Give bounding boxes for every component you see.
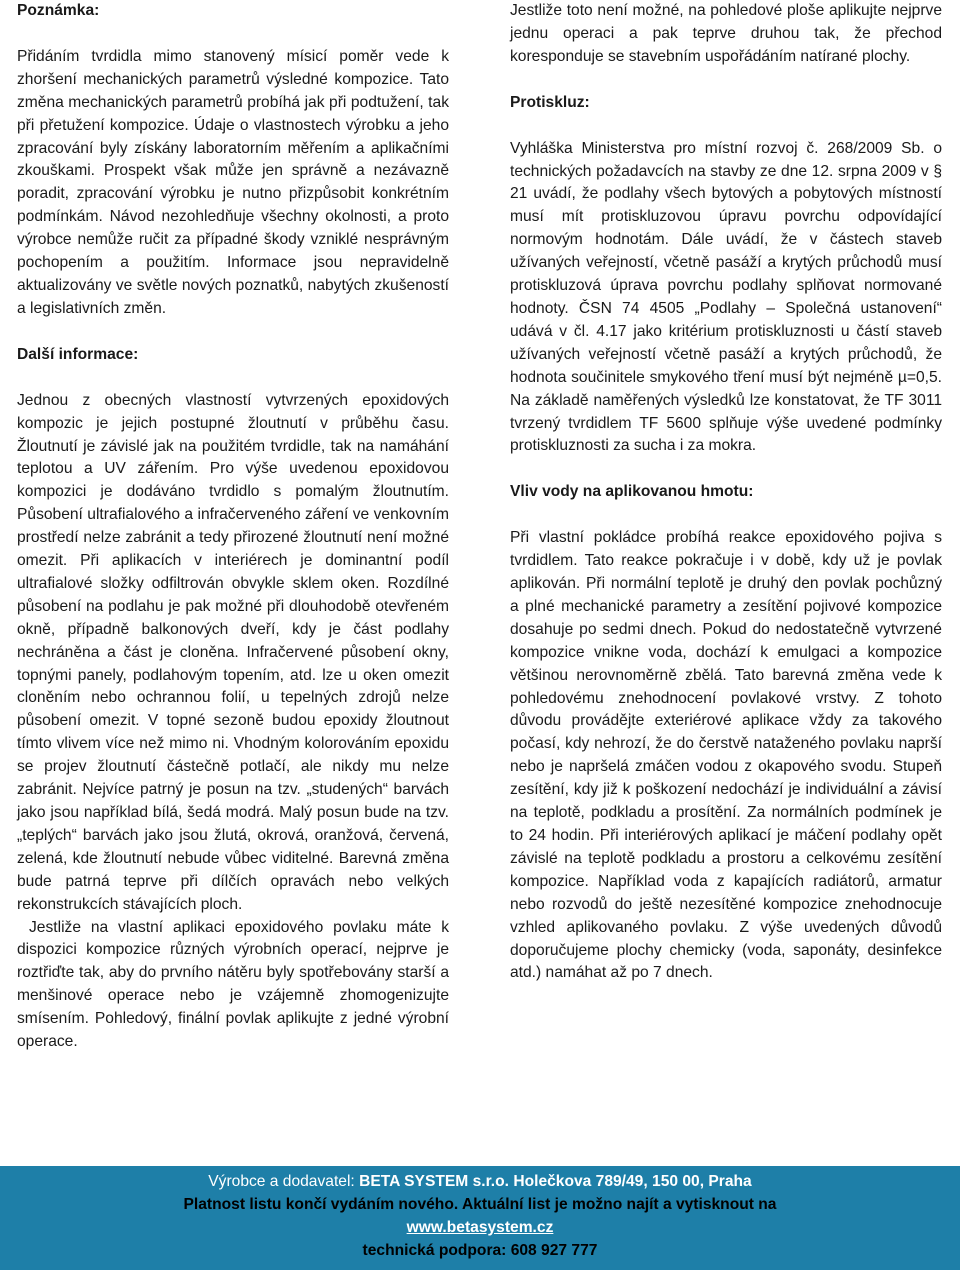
more-info-paragraph: Jednou z obecných vlastností vytvrzených epoxidových kompozic je jejich postupné žloutnutí v průběhu času. Žloutnutí je závislé jak na použitém tvrdidle, tak na namáhání teplotou a UV zářením. Pro výše uvedenou epoxidovou kompozici je dodáváno tvrdidlo s pomalým žloutnutím. Působení ultrafialového a infračerveného záření ve venkovním prostředí nelze zabránit a tedy přirozené žloutnutí není možné omezit. Při aplikacích v interiérech je dominantní podíl ultrafialové složky odfiltrován obvykle sklem oken. Rozdílné působení na podlahu je pak možné při dlouhodobě otevřeném okně, případně balkonových dveří, kdy je část podlahy nechráněna a část je cloněna. Infračervené působení okny, topnými panely, podlahovým topením, atd. lze u oken omezit cloněním nebo ochrannou folií, u tepelných zdrojů nelze působení omezit. V topné sezoně budou epoxidy žloutnout tímto vlivem více než mimo ni. Vhodným kolorováním epoxidu se projev žloutnutí částečně potlačí, ale nikdy mu nelze zabránit. Nejvíce patrný je posun na tzv. „studených“ barvách jako jsou například bílá, šedá modrá. Malý posun bude na tzv. „teplých“ barvách jako jsou žlutá, okrová, oranžová, červená, zelená, kde žloutnutí nebude vůbec viditelné. Barevná změna bude patrná teprve při dílčích opravách nebo velkých rekonstrukcích stávajících ploch. xyxy=(17,391,449,913)
footer-producer-name: BETA SYSTEM s.r.o. Holečkova 789/49, 150 00, Praha xyxy=(359,1173,752,1190)
right-column xyxy=(510,0,942,985)
antislip-paragraph: Vyhláška Ministerstva pro místní rozvoj č. 268/2009 Sb. o technických požadavcích na stavby ze dne 12. srpna 2009 v § 21 uvádí, že podlahy všech bytových a pobytových místností musí mít protiskluzovou úpravu povrchu odpovídající normovým hodnotám. Dále uvádí, že v částech staveb užívaných veřejností, včetně pasáží a krytých průchodů musí protiskluzová úprava povrchu podlahy splňovat normované hodnoty. ČSN 74 4505 „Podlahy – Společná ustanovení“ udává v čl. 4.17 jako kritérium protiskluznosti u částí staveb užívaných veřejností včetně pasáží a krytých průchodů, že hodnota součinitele smykového tření musí být nejméně µ=0,5. Na základě naměřených výsledků lze konstatovat, že TF 3011 tvrzený tvrdidlem TF 5600 splňuje výše uvedené podmínky protiskluznosti za sucha i za mokra. xyxy=(510,139,942,455)
antislip-heading: Protiskluz: xyxy=(510,93,590,111)
left-column xyxy=(17,0,449,1054)
footer-support: technická podpora: 608 927 777 xyxy=(362,1242,598,1259)
footer-website-link[interactable]: www.betasystem.cz xyxy=(406,1219,554,1236)
intro-paragraph: Jestliže toto není možné, na pohledové ploše aplikujte nejprve jednu operaci a pak teprve druhou tak, že přechod koresponduje se stavebním uspořádáním natírané plochy. xyxy=(510,2,942,65)
footer-producer-line xyxy=(0,1170,960,1193)
more-info-paragraph-2: Jestliže na vlastní aplikaci epoxidového povlaku máte k dispozici kompozice různých výrobních operací, nejprve je roztřiďte tak, aby do prvního nátěru byly spotřebovány starší a menšinové operace nebo je vzájemně zhomogenizujte smísením. Pohledový, finální povlak aplikujte z jedné výrobní operace. xyxy=(17,918,449,1051)
water-heading: Vliv vody na aplikovanou hmotu: xyxy=(510,483,754,501)
footer-validity: Platnost listu končí vydáním nového. Aktuální list je možno najít a vytisknout na xyxy=(183,1196,777,1213)
note-heading: Poznámka: xyxy=(17,2,100,19)
footer-bar xyxy=(0,1166,960,1270)
more-info-heading: Další informace: xyxy=(17,345,139,363)
footer-producer-prefix: Výrobce a dodavatel: xyxy=(208,1173,360,1190)
note-paragraph: Přidáním tvrdidla mimo stanovený mísicí poměr vede k zhoršení mechanických parametrů výsledné kompozice. Tato změna mechanických parametrů probíhá jak při podtužení, tak při přetužení kompozice. Údaje o vlastnostech výrobku a jeho zpracování byly získány laboratorním měřením a aplikačními zkouškami. Prospekt však může jen správně a nezávazně poradit, zpracování výrobku je nutno přizpůsobit konkrétním podmínkám. Návod nezohledňuje všechny okolnosti, a proto výrobce nemůže ručit za případné škody vzniklé nesprávným pochopením a použitím. Informace jsou nepravidelně aktualizovány ve světle nových poznatků, nabytých zkušeností a legislativních změn. xyxy=(17,47,449,317)
water-paragraph: Při vlastní pokládce probíhá reakce epoxidového pojiva s tvrdidlem. Tato reakce pokračuje i v době, kdy už je povlak aplikován. Při normální teplotě je druhý den povlak pochůzný a plné mechanické parametry a zesítění pojivové kompozice dosahuje po sedmi dnech. Pokud do nedostatečně vytvrzené kompozice vnikne voda, dochází k emulgaci a kompozice většinou nerovnoměrně zbělá. Tato barevná změna vede k pohledovému znehodnocení povlakové vrstvy. Z tohoto důvodu provádějte exteriérové aplikace vždy za takového počasí, kdy nehrozí, že do čerstvě nataženého povlaku naprší nebo je napršelá zmáčen vodou z okapového svodu. Stupeň zesítění, kdy již k poškození nedochází je individuální a závisí na teplotě, podkladu a prosítění. Za normálních podmínek je to 24 hodin. Při interiérových aplikací je máčení podlahy opět závislé na teplotě podkladu a prostoru a celkovému zesítění kompozice. Například voda z kapajících radiátorů, armatur nebo rozvodů do ještě nezesítěné kompozice znehodnocuje vzhled aplikovaného povlaku. Z výše uvedených důvodů doporučujeme plochy chemicky (voda, saponáty, desinfekce atd.) namáhat až po 7 dnech. xyxy=(510,529,942,982)
